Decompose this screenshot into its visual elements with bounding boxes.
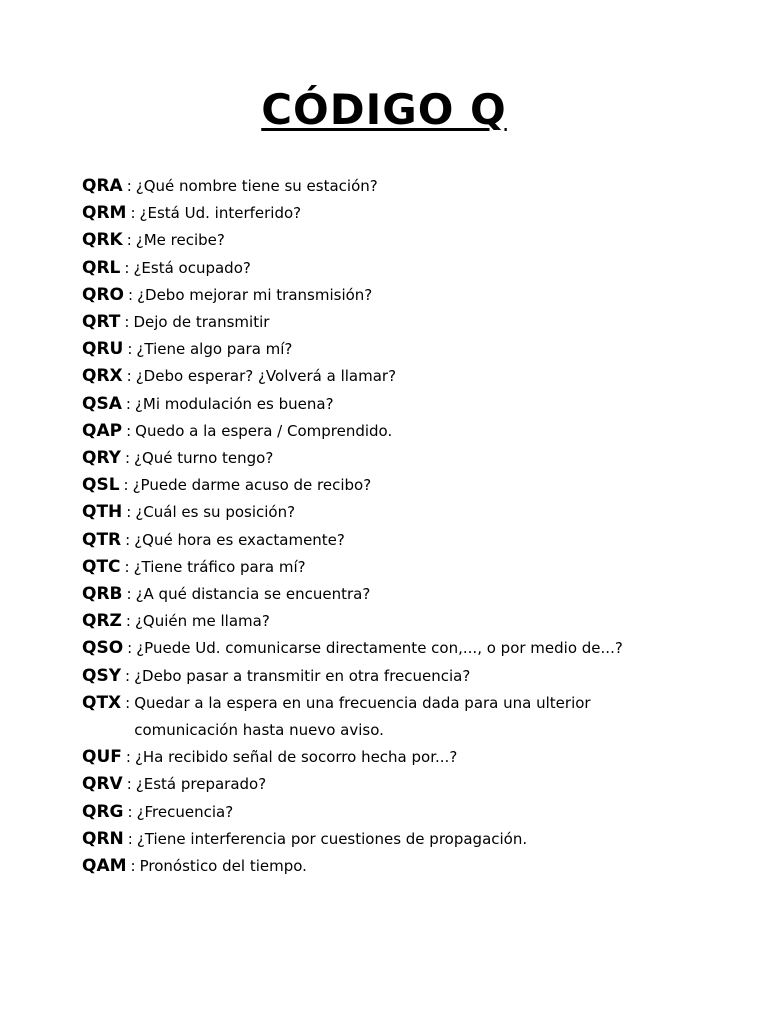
q-code-meaning: ¿Ha recibido señal de socorro hecha por...?: [134, 748, 458, 767]
separator: :: [126, 775, 132, 794]
list-item: [82, 227, 722, 254]
q-code: QTR: [82, 529, 122, 550]
list-item: [82, 799, 722, 826]
separator: :: [130, 857, 136, 876]
separator: :: [124, 258, 130, 277]
separator: :: [125, 394, 131, 413]
separator: :: [125, 693, 131, 712]
list-item: [82, 744, 722, 771]
q-code: QRO: [82, 284, 124, 305]
list-item: [82, 581, 722, 608]
q-code-meaning: ¿A qué distancia se encuentra?: [135, 585, 371, 604]
separator: :: [130, 204, 136, 223]
q-code: QRX: [82, 366, 123, 387]
separator: :: [126, 177, 132, 195]
q-code: QRV: [82, 774, 123, 795]
separator: :: [127, 829, 133, 848]
q-code-meaning: ¿Qué hora es exactamente?: [134, 530, 345, 549]
q-code-meaning: ¿Tiene interferencia por cuestiones de propagación.: [136, 829, 528, 848]
list-item: [82, 853, 722, 880]
q-code: QSY: [82, 665, 122, 686]
q-code: QRM: [82, 203, 127, 224]
q-code-meaning: ¿Debo esperar? ¿Volverá a llamar?: [135, 367, 397, 386]
q-code-meaning: ¿Puede Ud. comunicarse directamente con,..., o por medio de...?: [136, 639, 623, 658]
separator: :: [125, 748, 131, 767]
list-item: [82, 173, 722, 200]
q-code: QSA: [82, 393, 122, 414]
list-item: [82, 554, 722, 581]
separator: :: [125, 530, 131, 549]
list-item: [82, 499, 722, 526]
q-code-meaning: ¿Cuál es su posición?: [135, 503, 296, 522]
q-code: QSO: [82, 638, 124, 659]
q-code-meaning: Quedar a la espera en una frecuencia dada para una ulterior comunicación hasta nuevo aviso.: [134, 693, 591, 740]
q-code-meaning: ¿Está Ud. interferido?: [139, 204, 302, 223]
list-item: [82, 635, 722, 662]
list-item: [82, 309, 722, 336]
q-code: QRK: [82, 230, 123, 251]
q-code-meaning: ¿Puede darme acuso de recibo?: [132, 476, 372, 495]
q-code: QAP: [82, 420, 123, 441]
list-item: [82, 391, 722, 418]
separator: :: [126, 367, 132, 386]
list-item: [82, 472, 722, 499]
list-item: [82, 690, 722, 744]
q-code: QTH: [82, 502, 123, 523]
q-code: QTC: [82, 556, 121, 577]
separator: :: [124, 449, 130, 468]
page-title: [0, 84, 768, 136]
list-item: [82, 255, 722, 282]
list-item: [82, 200, 722, 227]
list-item: [82, 336, 722, 363]
q-code: QUF: [82, 747, 122, 768]
list-item: [82, 826, 722, 853]
q-code-meaning: Pronóstico del tiempo.: [139, 857, 307, 876]
q-code-meaning: ¿Debo pasar a transmitir en otra frecuencia?: [134, 666, 471, 685]
separator: :: [126, 503, 132, 522]
q-code: QRT: [82, 312, 121, 333]
list-item: [82, 282, 722, 309]
separator: :: [124, 557, 130, 576]
q-code: QRB: [82, 584, 123, 605]
separator: :: [123, 476, 129, 495]
separator: :: [125, 612, 131, 631]
q-code: QRL: [82, 257, 121, 278]
q-code-meaning: ¿Qué nombre tiene su estación?: [135, 177, 378, 195]
q-code-meaning: ¿Está preparado?: [135, 775, 267, 794]
q-code-meaning: ¿Qué turno tengo?: [134, 449, 274, 468]
separator: :: [126, 231, 132, 250]
separator: :: [127, 639, 133, 658]
q-code-meaning: ¿Me recibe?: [135, 231, 225, 250]
separator: :: [126, 421, 132, 440]
q-code-list: [82, 173, 722, 880]
q-code-meaning: ¿Debo mejorar mi transmisión?: [137, 285, 373, 304]
separator: :: [127, 802, 133, 821]
q-code-meaning: ¿Quién me llama?: [134, 612, 270, 631]
q-code: QRZ: [82, 611, 122, 632]
separator: :: [126, 585, 132, 604]
q-code-meaning: ¿Mi modulación es buena?: [134, 394, 334, 413]
list-item: [82, 771, 722, 798]
title-text: CÓDIGO Q: [261, 85, 507, 134]
q-code: QRG: [82, 801, 124, 822]
list-item: [82, 363, 722, 390]
list-item: [82, 527, 722, 554]
list-item: [82, 445, 722, 472]
separator: :: [128, 285, 134, 304]
q-code-meaning: ¿Tiene tráfico para mí?: [133, 557, 306, 576]
q-code-meaning: ¿Frecuencia?: [136, 802, 234, 821]
q-code: QRU: [82, 339, 124, 360]
q-code: QTX: [82, 692, 122, 713]
list-item: [82, 418, 722, 445]
q-code: QRY: [82, 448, 121, 469]
separator: :: [124, 313, 130, 332]
q-code: QRA: [82, 176, 123, 196]
q-code-meaning: Dejo de transmitir: [133, 313, 270, 332]
separator: :: [125, 666, 131, 685]
q-code: QRN: [82, 828, 124, 849]
list-item: [82, 663, 722, 690]
q-code: QSL: [82, 475, 120, 496]
q-code-meaning: ¿Está ocupado?: [133, 258, 251, 277]
q-code: QAM: [82, 856, 127, 877]
q-code-meaning: ¿Tiene algo para mí?: [136, 340, 293, 359]
separator: :: [127, 340, 133, 359]
list-item: [82, 608, 722, 635]
q-code-meaning: Quedo a la espera / Comprendido.: [135, 421, 393, 440]
